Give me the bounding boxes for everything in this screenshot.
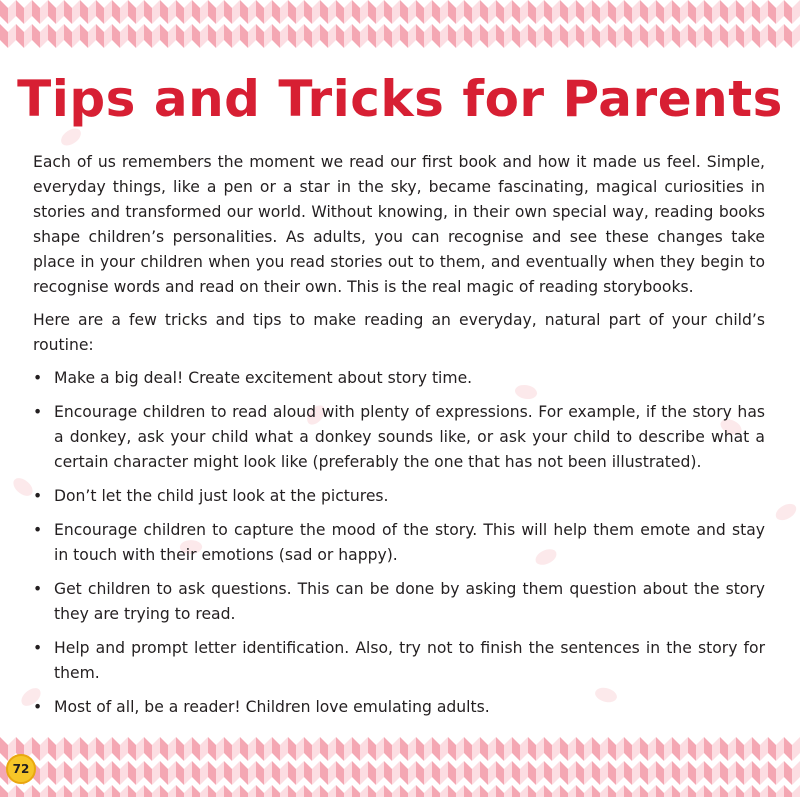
bottom-decorative-border — [0, 737, 800, 797]
tip-text: Most of all, be a reader! Children love emulating adults. — [54, 698, 490, 716]
list-item — [33, 366, 765, 391]
petal-icon — [773, 502, 798, 523]
bullet-icon: • — [33, 487, 43, 505]
list-item — [33, 484, 765, 509]
petal-icon — [11, 474, 36, 500]
tip-text: Don’t let the child just look at the pictures. — [54, 487, 389, 505]
intro-paragraph: Each of us remembers the moment we read our first book and how it made us feel. Simple, everyday things, like a pen or a star in the sky, became fascinating, magical curiosities in stories and transformed our world. Without knowing, in their own special way, reading books shape children’s personalities. As adults, you can recognise and see these changes take place in your children when you read stories out to them, and eventually when they begin to recognise words and read on their own. This is the real magic of reading storybooks. — [33, 153, 765, 296]
list-item — [33, 636, 765, 686]
bullet-icon: • — [33, 698, 43, 716]
page-number-badge: 72 — [6, 754, 36, 784]
list-item — [33, 400, 765, 475]
article-body — [33, 150, 765, 729]
page-title: Tips and Tricks for Parents — [17, 70, 783, 128]
list-item — [33, 518, 765, 568]
bullet-icon: • — [33, 580, 43, 598]
list-item — [33, 695, 765, 720]
tip-text: Make a big deal! Create excitement about story time. — [54, 369, 473, 387]
top-decorative-border — [0, 0, 800, 48]
tips-lead-in: Here are a few tricks and tips to make reading an everyday, natural part of your child’s routine: — [33, 311, 765, 354]
list-item — [33, 577, 765, 627]
top-chevron-pattern — [0, 0, 800, 48]
bullet-icon: • — [33, 403, 43, 421]
bullet-icon: • — [33, 369, 43, 387]
bullet-icon: • — [33, 639, 43, 657]
tip-text: Encourage children to read aloud with plenty of expressions. For example, if the story has a donkey, ask your child what a donkey sounds like, or ask your child to describe what a certain character might look like (preferably the one that has not been illustrated). — [54, 403, 765, 471]
tip-text: Encourage children to capture the mood of the story. This will help them emote and stay in touch with their emotions (sad or happy). — [54, 521, 765, 564]
petal-icon — [58, 126, 84, 148]
bullet-icon: • — [33, 521, 43, 539]
tip-text: Help and prompt letter identification. Also, try not to finish the sentences in the story for them. — [54, 639, 765, 682]
tips-list — [33, 366, 765, 720]
tip-text: Get children to ask questions. This can be done by asking them question about the story they are trying to read. — [54, 580, 765, 623]
bottom-chevron-pattern — [0, 737, 800, 797]
